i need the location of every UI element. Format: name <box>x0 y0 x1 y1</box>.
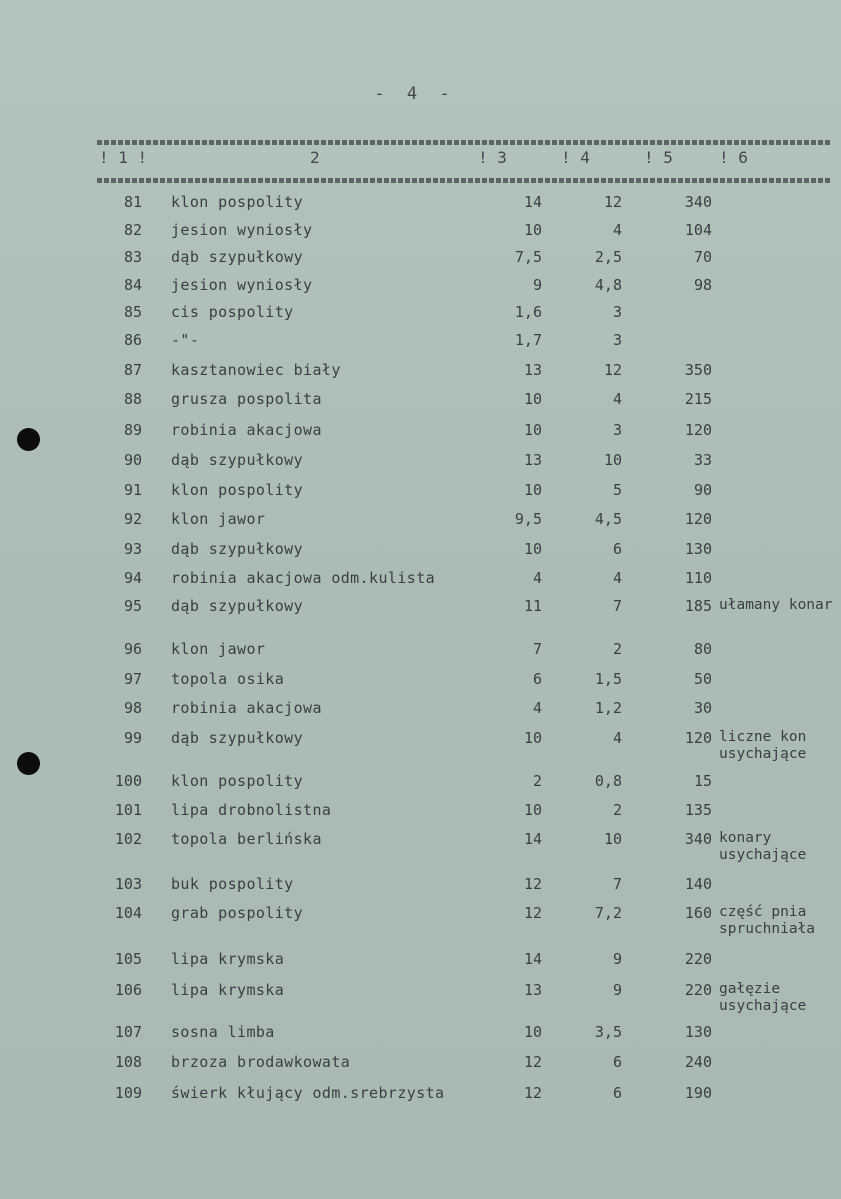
value-col3: 4 <box>532 569 542 587</box>
row-number: 83 <box>123 248 142 266</box>
value-col3: 6 <box>532 670 542 688</box>
value-col5: 110 <box>684 569 712 587</box>
table-row <box>0 303 841 325</box>
row-number: 100 <box>114 772 142 790</box>
row-number: 98 <box>123 699 142 717</box>
value-col5: 30 <box>693 699 712 717</box>
tree-name: jesion wyniosły <box>171 276 313 294</box>
header-col1: ! 1 ! <box>99 148 148 167</box>
tree-name: robinia akacjowa odm.kulista <box>171 569 436 587</box>
tree-name: lipa krymska <box>171 981 285 999</box>
tree-name: -"- <box>171 331 200 349</box>
value-col4: 7 <box>612 597 622 615</box>
remark: gałęzie usychające <box>719 981 807 1014</box>
table-row <box>0 569 841 591</box>
value-col4: 12 <box>603 193 622 211</box>
value-col3: 10 <box>523 390 542 408</box>
table-row <box>0 875 841 897</box>
table-row <box>0 221 841 243</box>
value-col4: 10 <box>603 830 622 848</box>
value-col5: 160 <box>684 904 712 922</box>
value-col4: 4 <box>612 569 622 587</box>
row-number: 84 <box>123 276 142 294</box>
row-number: 106 <box>114 981 142 999</box>
value-col5: 220 <box>684 981 712 999</box>
tree-name: dąb szypułkowy <box>171 248 304 266</box>
table-row <box>0 1053 841 1075</box>
header-col3: ! 3 <box>478 148 507 167</box>
remark: ułamany konar <box>719 597 833 613</box>
header-col5: ! 5 <box>644 148 673 167</box>
table-row <box>0 1023 841 1045</box>
tree-name: sosna limba <box>171 1023 275 1041</box>
value-col3: 10 <box>523 1023 542 1041</box>
row-number: 93 <box>123 540 142 558</box>
value-col3: 4 <box>532 699 542 717</box>
value-col4: 6 <box>612 540 622 558</box>
value-col4: 3 <box>612 303 622 321</box>
row-number: 88 <box>123 390 142 408</box>
value-col5: 190 <box>684 1084 712 1102</box>
value-col3: 14 <box>523 830 542 848</box>
row-number: 104 <box>114 904 142 922</box>
value-col4: 4,5 <box>594 510 622 528</box>
tree-name: topola berlińska <box>171 830 322 848</box>
table-row <box>0 950 841 972</box>
tree-name: dąb szypułkowy <box>171 451 304 469</box>
value-col3: 10 <box>523 481 542 499</box>
row-number: 94 <box>123 569 142 587</box>
tree-name: klon pospolity <box>171 193 304 211</box>
value-col4: 3 <box>612 421 622 439</box>
row-number: 90 <box>123 451 142 469</box>
table-row <box>0 361 841 383</box>
value-col3: 9,5 <box>514 510 542 528</box>
value-col5: 340 <box>684 193 712 211</box>
value-col5: 120 <box>684 421 712 439</box>
table-row <box>0 699 841 721</box>
tree-name: świerk kłujący odm.srebrzysta <box>171 1084 445 1102</box>
value-col5: 15 <box>693 772 712 790</box>
table-row <box>0 830 841 863</box>
value-col4: 2 <box>612 801 622 819</box>
value-col5: 185 <box>684 597 712 615</box>
tree-name: klon jawor <box>171 640 266 658</box>
value-col4: 3 <box>612 331 622 349</box>
value-col3: 14 <box>523 950 542 968</box>
row-number: 97 <box>123 670 142 688</box>
table-row <box>0 248 841 270</box>
value-col5: 98 <box>693 276 712 294</box>
value-col4: 4,8 <box>594 276 622 294</box>
value-col5: 340 <box>684 830 712 848</box>
value-col4: 12 <box>603 361 622 379</box>
value-col4: 5 <box>612 481 622 499</box>
value-col5: 120 <box>684 510 712 528</box>
table-row <box>0 193 841 215</box>
row-number: 91 <box>123 481 142 499</box>
remark: liczne kon usychające <box>719 729 807 762</box>
value-col4: 1,2 <box>594 699 622 717</box>
tree-name: klon jawor <box>171 510 266 528</box>
value-col3: 9 <box>532 276 542 294</box>
value-col3: 12 <box>523 904 542 922</box>
value-col4: 7 <box>612 875 622 893</box>
table-row <box>0 390 841 412</box>
row-number: 95 <box>123 597 142 615</box>
table-row <box>0 481 841 503</box>
value-col5: 120 <box>684 729 712 747</box>
page-number: - 4 - <box>374 84 456 104</box>
tree-name: grab pospolity <box>171 904 304 922</box>
table-row <box>0 540 841 562</box>
value-col3: 11 <box>523 597 542 615</box>
value-col4: 3,5 <box>594 1023 622 1041</box>
row-number: 82 <box>123 221 142 239</box>
value-col5: 130 <box>684 1023 712 1041</box>
row-number: 87 <box>123 361 142 379</box>
row-number: 85 <box>123 303 142 321</box>
table-row <box>0 670 841 692</box>
tree-name: lipa krymska <box>171 950 285 968</box>
value-col5: 50 <box>693 670 712 688</box>
table-row <box>0 597 841 619</box>
value-col4: 9 <box>612 981 622 999</box>
value-col3: 14 <box>523 193 542 211</box>
value-col3: 1,6 <box>514 303 542 321</box>
value-col4: 4 <box>612 221 622 239</box>
row-number: 89 <box>123 421 142 439</box>
value-col3: 12 <box>523 1053 542 1071</box>
value-col3: 12 <box>523 875 542 893</box>
table-row <box>0 510 841 532</box>
tree-name: robinia akacjowa <box>171 699 322 717</box>
tree-name: robinia akacjowa <box>171 421 322 439</box>
value-col3: 13 <box>523 451 542 469</box>
header-col6: ! 6 <box>719 148 748 167</box>
value-col3: 10 <box>523 221 542 239</box>
value-col5: 215 <box>684 390 712 408</box>
tree-name: buk pospolity <box>171 875 294 893</box>
row-number: 102 <box>114 830 142 848</box>
row-number: 86 <box>123 331 142 349</box>
value-col5: 104 <box>684 221 712 239</box>
value-col4: 6 <box>612 1084 622 1102</box>
value-col5: 220 <box>684 950 712 968</box>
value-col3: 10 <box>523 421 542 439</box>
value-col3: 12 <box>523 1084 542 1102</box>
value-col3: 10 <box>523 729 542 747</box>
value-col3: 2 <box>532 772 542 790</box>
header-col4: ! 4 <box>561 148 590 167</box>
row-number: 101 <box>114 801 142 819</box>
value-col3: 10 <box>523 801 542 819</box>
row-number: 109 <box>114 1084 142 1102</box>
tree-name: kasztanowiec biały <box>171 361 341 379</box>
table-row <box>0 421 841 443</box>
value-col5: 240 <box>684 1053 712 1071</box>
table-row <box>0 772 841 794</box>
row-number: 108 <box>114 1053 142 1071</box>
row-number: 99 <box>123 729 142 747</box>
remark: konary usychające <box>719 830 807 863</box>
table-row <box>0 331 841 353</box>
value-col5: 90 <box>693 481 712 499</box>
tree-name: brzoza brodawkowata <box>171 1053 351 1071</box>
value-col3: 13 <box>523 361 542 379</box>
value-col5: 80 <box>693 640 712 658</box>
value-col5: 350 <box>684 361 712 379</box>
tree-name: jesion wyniosły <box>171 221 313 239</box>
tree-name: lipa drobnolistna <box>171 801 332 819</box>
tree-name: dąb szypułkowy <box>171 597 304 615</box>
value-col3: 7,5 <box>514 248 542 266</box>
value-col4: 9 <box>612 950 622 968</box>
table-row <box>0 451 841 473</box>
value-col5: 140 <box>684 875 712 893</box>
punch-hole <box>17 428 40 451</box>
row-number: 96 <box>123 640 142 658</box>
table-row <box>0 729 841 762</box>
header-col2: 2 <box>310 148 320 167</box>
remark: część pnia spruchniała <box>719 904 816 937</box>
table-row <box>0 904 841 937</box>
tree-name: cis pospolity <box>171 303 294 321</box>
value-col5: 33 <box>693 451 712 469</box>
table-header <box>97 148 831 174</box>
row-number: 103 <box>114 875 142 893</box>
table-header-rule <box>97 178 831 183</box>
value-col3: 7 <box>532 640 542 658</box>
tree-name: grusza pospolita <box>171 390 322 408</box>
value-col5: 130 <box>684 540 712 558</box>
value-col3: 13 <box>523 981 542 999</box>
value-col4: 4 <box>612 729 622 747</box>
value-col4: 10 <box>603 451 622 469</box>
row-number: 92 <box>123 510 142 528</box>
value-col4: 7,2 <box>594 904 622 922</box>
tree-name: klon pospolity <box>171 772 304 790</box>
table-top-rule <box>97 140 831 145</box>
value-col4: 6 <box>612 1053 622 1071</box>
row-number: 107 <box>114 1023 142 1041</box>
table-row <box>0 801 841 823</box>
value-col4: 1,5 <box>594 670 622 688</box>
row-number: 81 <box>123 193 142 211</box>
value-col3: 1,7 <box>514 331 542 349</box>
table-row <box>0 640 841 662</box>
table-row <box>0 276 841 298</box>
row-number: 105 <box>114 950 142 968</box>
tree-name: dąb szypułkowy <box>171 729 304 747</box>
tree-name: dąb szypułkowy <box>171 540 304 558</box>
table-row <box>0 981 841 1014</box>
value-col5: 135 <box>684 801 712 819</box>
value-col4: 4 <box>612 390 622 408</box>
tree-name: klon pospolity <box>171 481 304 499</box>
value-col5: 70 <box>693 248 712 266</box>
value-col4: 2 <box>612 640 622 658</box>
value-col4: 0,8 <box>594 772 622 790</box>
table-row <box>0 1084 841 1106</box>
punch-hole <box>17 752 40 775</box>
value-col4: 2,5 <box>594 248 622 266</box>
value-col3: 10 <box>523 540 542 558</box>
tree-name: topola osika <box>171 670 285 688</box>
